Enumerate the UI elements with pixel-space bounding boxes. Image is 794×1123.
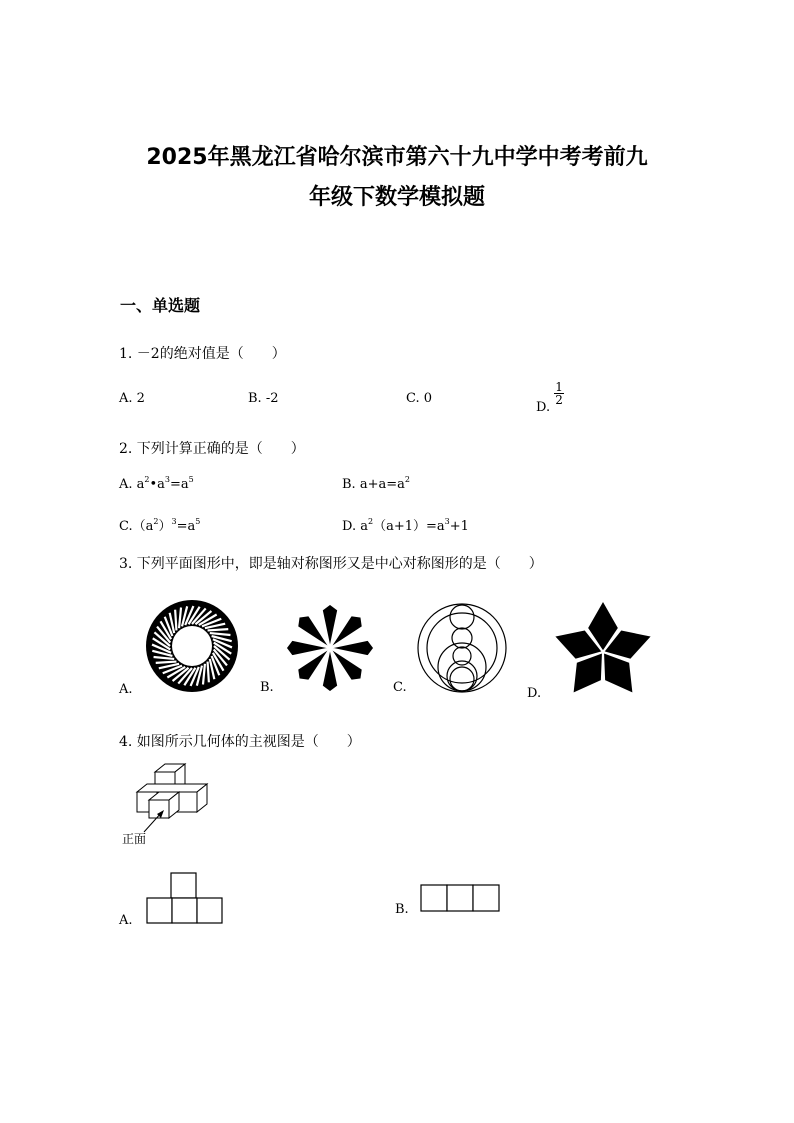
page-title-line1: 2025年黑龙江省哈尔滨市第六十九中学中考考前九 — [146, 145, 648, 170]
q2-option-c: $C.(a^2)^3=a^5$ — [119, 517, 201, 534]
q3-stem: 3. 下列平面图形中，即是轴对称图形又是中心对称图形的是（ ） — [119, 556, 543, 572]
q1-option-a: A. 2 — [119, 391, 145, 406]
q3-option-c: C. — [393, 680, 407, 695]
section-heading: 一、单选题 — [120, 296, 201, 315]
q1-option-c: C. 0 — [406, 391, 433, 406]
q4-view-b — [420, 884, 502, 912]
q3-figure-b — [284, 602, 376, 694]
q1-option-d — [536, 381, 564, 415]
q4-option-a: A. — [119, 913, 133, 928]
q3-option-a: A. — [119, 682, 133, 697]
fraction-denominator: 2 — [555, 393, 563, 407]
q2-option-b: B. $a+a=a^2$ — [342, 475, 410, 492]
q4-option-b: B. — [395, 902, 409, 917]
q3-option-b: B. — [260, 680, 274, 695]
front-label: 正面 — [122, 832, 147, 846]
q2-stem: 2. 下列计算正确的是（ ） — [119, 441, 305, 457]
q1-option-d-fraction — [554, 381, 564, 406]
page-title-line2: 年级下数学模拟题 — [308, 185, 485, 210]
q1-option-d-prefix: D. — [536, 400, 551, 415]
q3-figure-c — [416, 602, 508, 694]
q4-view-a — [146, 872, 224, 924]
q2-option-d: D. $a^2(a+1)=a^3+1$ — [342, 517, 469, 534]
fraction-numerator: 1 — [555, 380, 563, 394]
q1-stem: 1. －2的绝对值是（ ） — [119, 346, 286, 362]
q4-stem: 4. 如图所示几何体的主视图是（ ） — [119, 734, 361, 750]
q3-option-d: D. — [527, 686, 542, 701]
q3-figure-a — [144, 598, 240, 694]
q1-option-b: B. -2 — [248, 391, 279, 406]
q3-figure-d — [552, 598, 654, 698]
q2-option-a: A. $a^2•a^3=a^5$ — [119, 475, 194, 492]
